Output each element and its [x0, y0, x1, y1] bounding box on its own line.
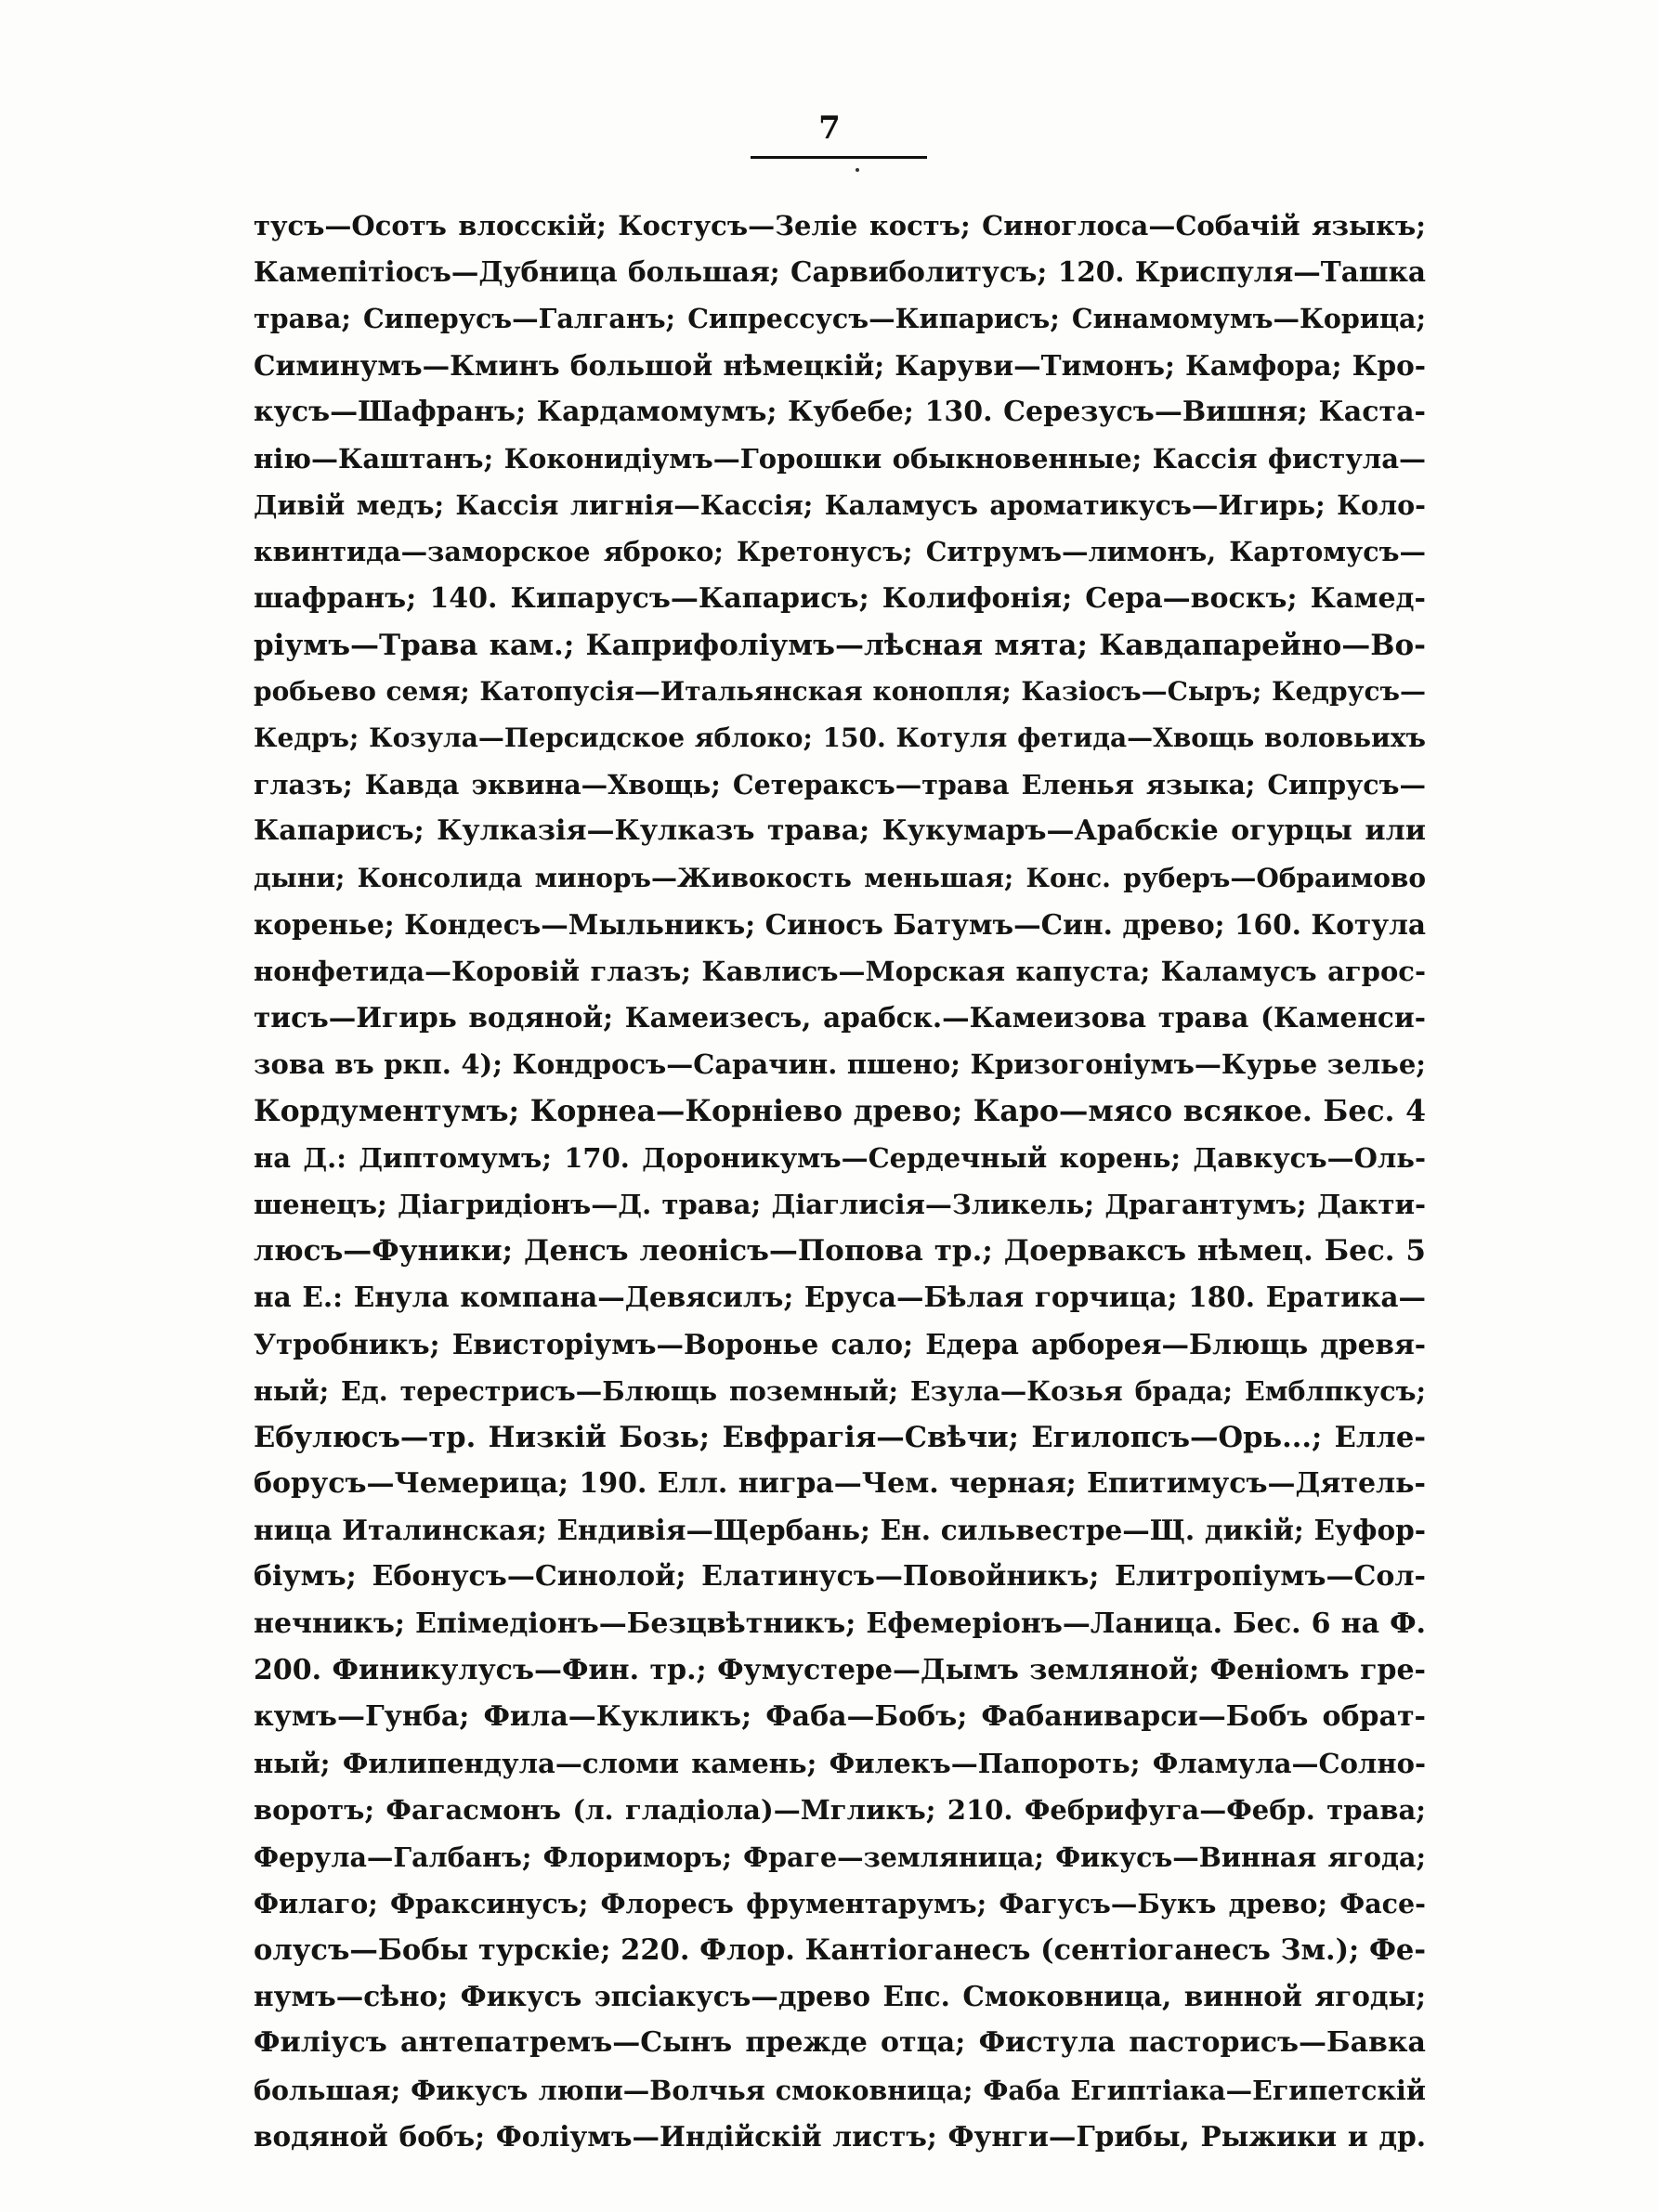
text-line: кусъ—Шафранъ; Кардамомумъ; Кубебе; 130. Серезусъ—Вишня; Каста-	[254, 395, 1426, 428]
text-line: Утробникъ; Евисторіумъ—Воронье сало; Едера арборея—Блющь древя-	[254, 1327, 1426, 1360]
text-line: на Д.: Диптомумъ; 170. Дороникумъ—Сердечный корень; Давкусъ—Оль-	[254, 1141, 1426, 1174]
text-line: борусъ—Чемерица; 190. Елл. нигра—Чем. черная; Епитимусъ—Дятель-	[254, 1467, 1426, 1501]
header-dot	[856, 168, 859, 172]
text-line: зова въ ркп. 4); Кондросъ—Сарачин. пшено; Кризогоніумъ—Курье зелье;	[254, 1048, 1426, 1081]
text-line: кумъ—Гунба; Фила—Кукликъ; Фаба—Бобъ; Фабаниварси—Бобъ обрат-	[254, 1700, 1426, 1733]
text-line: квинтида—заморское яброко; Кретонусъ; Ситрумъ—лимонъ, Картомусъ—	[254, 536, 1426, 568]
text-line: Дивій медъ; Кассія лигнія—Кассія; Каламусъ ароматикусъ—Игирь; Коло-	[254, 489, 1426, 522]
body-text	[254, 202, 1426, 2160]
text-line: дыни; Консолида миноръ—Живокость меньшая; Конс. руберъ—Обраимово	[254, 862, 1426, 893]
text-line: Филаго; Фраксинусъ; Флоресъ фрументарумъ; Фагусъ—Букъ древо; Фасе-	[254, 1887, 1426, 1919]
text-line: Кедръ; Козула—Персидское яблоко; 150. Котуля фетида—Хвощь воловьихъ	[254, 722, 1426, 754]
text-line: нумъ—сѣно; Фикусъ эпсіакусъ—древо Епс. Смоковница, винной ягоды;	[254, 1980, 1426, 2013]
text-line: на Е.: Енула компана—Девясилъ; Еруса—Бѣлая горчица; 180. Ератика—	[254, 1281, 1426, 1314]
text-line: большая; Фикусъ люпи—Волчья смоковница; Фаба Египтіака—Египетскій	[254, 2074, 1426, 2106]
text-line: шенецъ; Діагридіонъ—Д. трава; Діаглисія—Зликель; Драгантумъ; Дакти-	[254, 1188, 1426, 1220]
header-rule	[751, 156, 927, 159]
text-line: Симинумъ—Кминъ большой нѣмецкій; Каруви—Тимонъ; Камфора; Кро-	[254, 348, 1426, 382]
text-line: водяной бобъ; Фоліумъ—Индійскій листъ; Фунги—Грибы, Рыжики и др.	[254, 2119, 1426, 2153]
text-line: ница Италинская; Ендивія—Щербань; Ен. сильвестре—Щ. дикій; Еуфор-	[254, 1514, 1426, 1547]
text-line: Филіусъ антепатремъ—Сынъ прежде отца; Фистула пасторисъ—Бавка	[254, 2026, 1426, 2060]
text-line: нонфетида—Коровій глазъ; Кавлисъ—Морская капуста; Каламусъ агрос-	[254, 956, 1426, 987]
text-line: шафранъ; 140. Кипарусъ—Капарисъ; Колифонія; Сера—воскъ; Камед-	[254, 581, 1426, 615]
text-line: Ферула—Галбанъ; Флориморъ; Фраге—земляница; Фикусъ—Винная ягода;	[254, 1841, 1426, 1873]
text-line: тисъ—Игирь водяной; Камеизесъ, арабск.—Камеизова трава (Каменси-	[254, 1001, 1426, 1034]
text-line: Ебулюсъ—тр. Низкій Бозь; Евфрагія—Свѣчи; Егилопсъ—Орь...; Елле-	[254, 1420, 1426, 1454]
text-line: біумъ; Ебонусъ—Синолой; Елатинусъ—Повойникъ; Елитропіумъ—Сол-	[254, 1560, 1426, 1594]
text-line: люсъ—Фуники; Денсъ леонісъ—Попова тр.; Доерваксъ нѣмец. Бес. 5	[254, 1234, 1426, 1269]
text-line: нечникъ; Епімедіонъ—Безцвѣтникъ; Ефемеріонъ—Ланица. Бес. 6 на Ф.	[254, 1607, 1426, 1640]
text-line: Камепітіосъ—Дубница большая; Сарвиболитусъ; 120. Криспуля—Ташка	[254, 255, 1426, 289]
text-line: тусъ—Осотъ влосскій; Костусъ—Зеліе костъ; Синоглоса—Собачій языкъ;	[254, 210, 1426, 241]
text-line: воротъ; Фагасмонъ (л. гладіола)—Мгликъ; 210. Фебрифуга—Фебр. трава;	[254, 1794, 1426, 1827]
text-line: ный; Филипендула—сломи камень; Филекъ—Папороть; Фламула—Солно-	[254, 1748, 1426, 1780]
text-line: ріумъ—Трава кам.; Каприфоліумъ—лѣсная мята; Кавдапарейно—Во-	[254, 628, 1426, 662]
text-line: коренье; Кондесъ—Мыльникъ; Синосъ Батумъ—Син. древо; 160. Котула	[254, 907, 1426, 941]
text-line: ный; Ед. терестрисъ—Блющь поземный; Езула—Козья брада; Емблпкусъ;	[254, 1374, 1426, 1407]
text-line: робьево семя; Катопусія—Итальянская конопля; Казіосъ—Сыръ; Кедрусъ—	[254, 675, 1426, 707]
text-line: глазъ; Кавда эквина—Хвощь; Сетераксъ—трава Еленья языка; Сипрусъ—	[254, 769, 1426, 801]
text-line: трава; Сиперусъ—Галганъ; Сипрессусъ—Кипарисъ; Синамомумъ—Корица;	[254, 303, 1426, 335]
text-line: Кордументумъ; Корнеа—Корніево древо; Каро—мясо всякое. Бес. 4	[254, 1093, 1426, 1128]
text-line: Капарисъ; Кулказія—Кулказъ трава; Кукумаръ—Арабскіе огурцы или	[254, 814, 1426, 848]
text-line: нію—Каштанъ; Коконидіумъ—Горошки обыкновенные; Кассія фистула—	[254, 442, 1426, 475]
text-line: 200. Финикулусъ—Фин. тр.; Фумустере—Дымъ земляной; Феніомъ гре-	[254, 1653, 1426, 1686]
text-line: олусъ—Бобы турскіе; 220. Флор. Кантіоганесъ (сентіоганесъ Зм.); Фе-	[254, 1932, 1426, 1967]
page-number: 7	[818, 110, 841, 147]
